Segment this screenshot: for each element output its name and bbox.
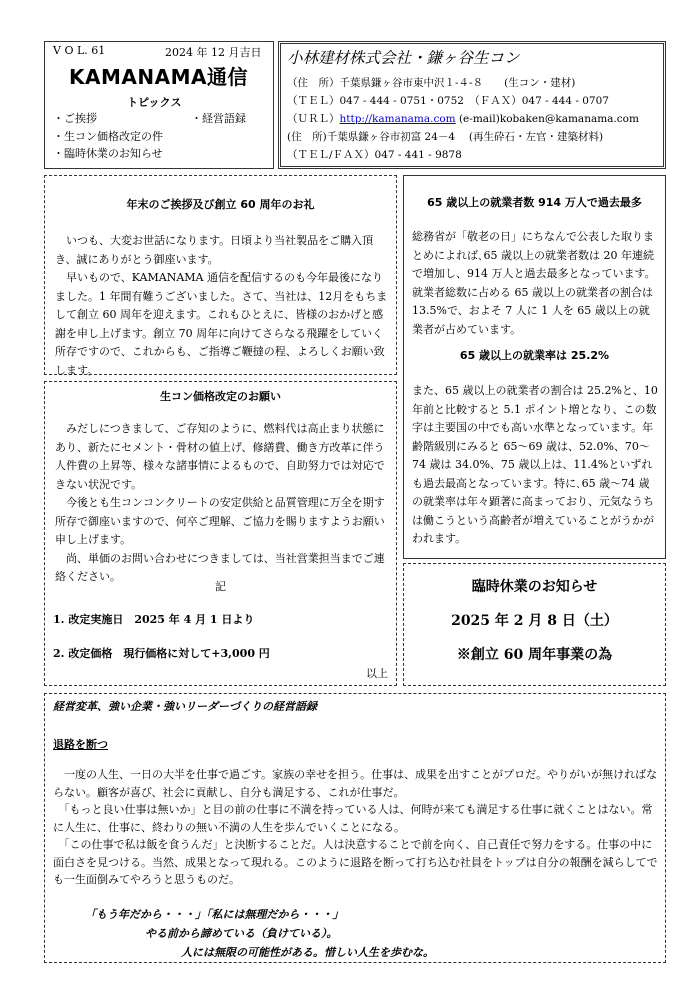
masthead-box bbox=[44, 41, 274, 169]
employment-body-2: また、65 歳以上の就業者の割合は 25.2%と、10 年前と比較すると 5.1 ポイント増となり、この数字は主要国の中でも高い水準となっています。年齢階級別にみると 65～69 歳は、52.0%、70～74 歳は 34.0%、75 歳以上は、11.4%といずれも過去最高となっています。特に､65 歳～74 歳の就業率は年々顕著に高まっており、元気なうちは働こうという高齢者が増えていることがうかがわれます。 bbox=[412, 384, 658, 545]
closure-section bbox=[403, 563, 666, 686]
volume-number: V O L. 61 bbox=[53, 44, 106, 57]
topic-item: ・経営語録 bbox=[191, 112, 246, 125]
email-text: (e-mail)kobaken@kamanama.com bbox=[455, 113, 639, 125]
topics-label: トピックス bbox=[127, 96, 182, 109]
greeting-section bbox=[44, 175, 397, 375]
ijo-mark: 以上 bbox=[366, 667, 388, 680]
company-info bbox=[287, 74, 639, 164]
greeting-title: 年末のご挨拶及び創立 60 周年のお礼 bbox=[126, 198, 315, 211]
quotes-header: 経営変革、強い企業・強いリーダーづくりの経営語録 bbox=[53, 700, 317, 713]
url-email-line bbox=[287, 110, 639, 128]
topic-item: ・ご挨拶 bbox=[53, 112, 97, 125]
quote-line-2: やる前から諦めている（負けている）。 bbox=[145, 927, 338, 940]
closure-title: 臨時休業のお知らせ bbox=[471, 579, 598, 595]
employment-subtitle: 65 歳以上の就業率は 25.2% bbox=[459, 349, 610, 362]
topic-item: ・臨時休業のお知らせ bbox=[53, 147, 163, 160]
employment-section bbox=[403, 175, 666, 559]
newsletter-title: KAMANAMA通信 bbox=[69, 65, 248, 89]
ki-mark: 記 bbox=[215, 580, 226, 593]
employment-title: 65 歳以上の就業者数 914 万人で過去最多 bbox=[427, 196, 642, 209]
issue-date: 2024 年 12 月吉日 bbox=[165, 46, 262, 59]
price-body: みだしにつきまして、ご存知のように、燃料代は高止まり状態にあり、新たにセメント・骨材の値上げ、修繕費、働き方改革に伴う人件費の上昇等、様々な諸事情によるもので、自助努力では対応できない状況です。 今後とも生コンコンクリートの安定供給と品質管理に万全を期す所存で御座いますので、何卒ご理解、ご協力を賜りますようお願い申し上げます。 尚、単価のお問い合わせにつきましては、当社営業担当までご連絡ください。 bbox=[55, 422, 385, 583]
url-label: （ＵＲＬ） bbox=[287, 113, 340, 125]
quotes-subtitle: 退路を断つ bbox=[53, 738, 108, 751]
address-branch: (住 所)千葉県鎌ヶ谷市初富 24－4 (再生砕石・左官・建築材料) bbox=[287, 131, 604, 143]
phone-fax-branch: （ＴＥＬ/ＦＡＸ）047 - 441 - 9878 bbox=[287, 149, 462, 161]
closure-reason: ※創立 60 周年事業の為 bbox=[456, 647, 613, 663]
revision-price-item: 2. 改定価格 現行価格に対して+3,000 円 bbox=[53, 647, 270, 660]
phone-fax-main: （ＴＥＬ）047 - 444 - 0751・0752 （ＦＡＸ）047 - 444 - 0707 bbox=[287, 95, 609, 107]
topics-list bbox=[53, 110, 163, 163]
greeting-body: いつも、大変お世話になります。日頃より当社製品をご購入頂き、誠にありがとう御座います。 早いもので、KAMANAMA 通信を配信するのも今年最後になりました。1 年間有難うございました。さて、当社は、12月をもちまして創立 60 周年を迎えます。これもひとえに、皆様のおかげと感謝を申し上げます。創立 70 周年に向けてさらなる飛躍をしていく所存ですので、これからも、ご指導ご鞭撻の程、よろしくお願い致します。 bbox=[55, 234, 388, 377]
price-title: 生コン価格改定のお願い bbox=[160, 390, 281, 403]
company-name: 小林建材株式会社・鎌ヶ谷生コン bbox=[287, 49, 520, 67]
quote-line-3: 人には無限の可能性がある。惜しい人生を歩むな。 bbox=[181, 946, 434, 959]
quotes-section bbox=[44, 693, 666, 963]
revision-date-item: 1. 改定実施日 2025 年 4 月 1 日より bbox=[53, 613, 255, 626]
address-main: （住 所）千葉県鎌ヶ谷市東中沢１-４-８ (生コン・建材) bbox=[287, 77, 576, 89]
quote-line-1: 「もう年だから・・・」「私には無理だから・・・」 bbox=[85, 908, 344, 921]
closure-date: 2025 年 2 月 8 日（土） bbox=[451, 613, 618, 629]
price-section bbox=[44, 381, 397, 686]
company-box bbox=[278, 41, 666, 169]
quotes-body: 一度の人生、一日の大半を仕事で過ごす。家族の幸せを担う。仕事は、成果を出すことがプロだ。やりがいが無ければならない。顧客が喜び、社会に貢献し、自分も満足する、これが仕事だ。 「もっと良い仕事は無いか」と目の前の仕事に不満を持っている人は、何時が来ても満足する仕事に就くことはない。常に人生に、仕事に、終わりの無い不満の人生を歩んでいくことになる。 「この仕事で私は飯を食うんだ」と決断することだ。人は決意することで前を向く、自己責任で努力をする。仕事の中に面白さを見つける。当然、成果となって現れる。このように退路を断って打ち込む社員をトップは自分の報酬を減らしてでも一生面倒みてやろうと思うものだ。 bbox=[53, 768, 658, 886]
topic-item: ・生コン価格改定の件 bbox=[53, 129, 163, 143]
website-link[interactable]: http://kamanama.com bbox=[339, 113, 456, 125]
employment-body-1: 総務省が「敬老の日」にちなんで公表した取りまとめによれば､65 歳以上の就業者数は 20 年連続で増加し、914 万人と過去最多となっています。就業者総数に占める 65 歳以上の就業者の割合は 13.5%で、およそ 7 人に 1 人を 65 歳以上の就業者が占めています。 bbox=[412, 230, 656, 336]
